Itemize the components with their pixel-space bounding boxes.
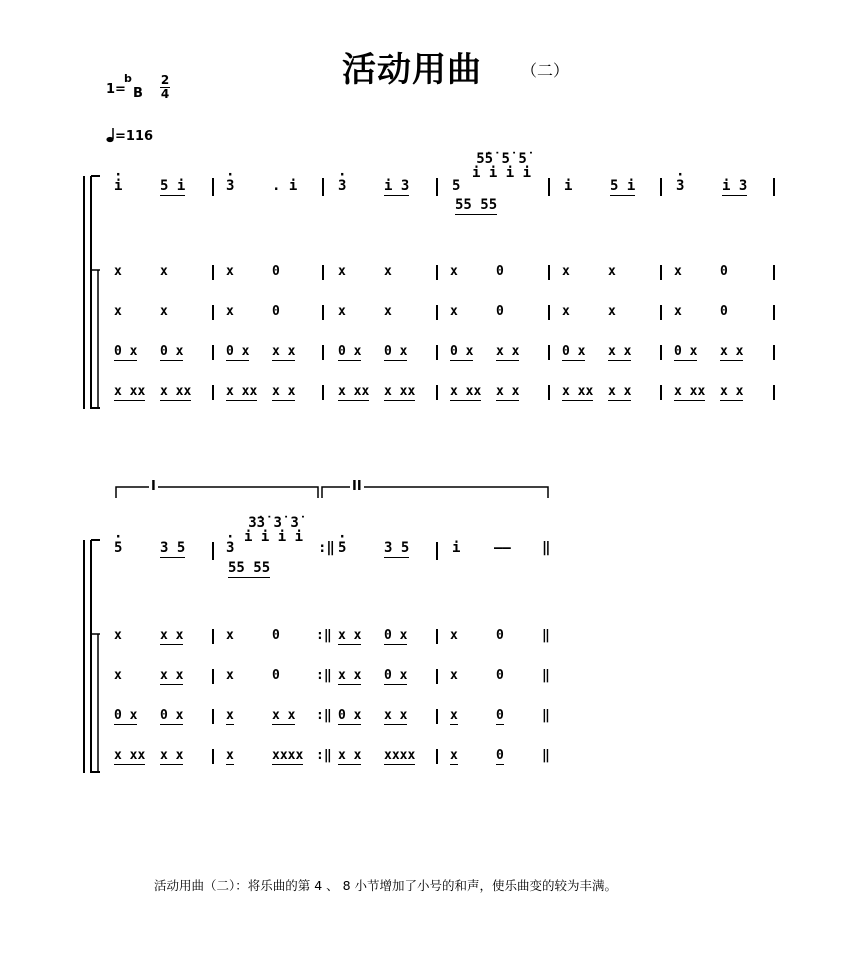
barline xyxy=(436,749,438,764)
percussion-cell: x xyxy=(450,708,458,723)
barline xyxy=(548,385,550,400)
melody-note: · 3 xyxy=(676,178,684,194)
percussion-cell: x xyxy=(114,264,122,279)
percussion-cell: x xyxy=(338,304,346,319)
barline xyxy=(660,265,662,280)
barline xyxy=(773,345,775,360)
percussion-cell: x x xyxy=(160,668,184,683)
barline xyxy=(773,178,775,196)
percussion-cell: x xyxy=(450,264,458,279)
barline xyxy=(212,265,214,280)
percussion-cell: x xyxy=(384,304,392,319)
percussion-cell: x xyxy=(226,668,234,683)
percussion-cell: x x xyxy=(272,708,296,723)
percussion-cell: x xyxy=(674,264,682,279)
percussion-cell: 0 x xyxy=(384,344,408,359)
percussion-cell: x x xyxy=(496,384,520,399)
percussion-cell: x x xyxy=(384,708,408,723)
barline xyxy=(212,629,214,644)
repeat-sign: :‖ xyxy=(316,628,332,643)
percussion-cell: 0 xyxy=(720,264,728,279)
percussion-cell: x xyxy=(226,708,234,723)
percussion-cell: x xyxy=(562,264,570,279)
percussion-cell: x xyxy=(450,304,458,319)
final-barline: ‖ xyxy=(542,628,550,643)
percussion-cell: x xyxy=(114,668,122,683)
melody-note: · 5 xyxy=(338,540,346,556)
percussion-cell: xxxx xyxy=(384,748,416,763)
percussion-cell: 0 xyxy=(720,304,728,319)
percussion-cell: x xyxy=(450,748,458,763)
barline xyxy=(773,385,775,400)
percussion-cell: x xx xyxy=(338,384,370,399)
percussion-cell: 0 x xyxy=(450,344,474,359)
barline xyxy=(436,178,438,196)
percussion-cell: x xx xyxy=(160,384,192,399)
key-flat: b xyxy=(124,72,132,85)
percussion-cell: x xyxy=(338,264,346,279)
percussion-cell: xxxx xyxy=(272,748,304,763)
volta-second-label: II xyxy=(352,479,362,494)
percussion-cell: x x xyxy=(160,628,184,643)
percussion-cell: x xyxy=(674,304,682,319)
sustain-dash: —— xyxy=(494,540,511,556)
percussion-cell: 0 xyxy=(496,708,504,723)
percussion-cell: x xx xyxy=(450,384,482,399)
percussion-cell: x x xyxy=(272,384,296,399)
melody-note: · i xyxy=(114,178,122,194)
percussion-cell: 0 xyxy=(272,304,280,319)
barline xyxy=(660,305,662,320)
percussion-cell: x xyxy=(562,304,570,319)
repeat-sign: :‖ xyxy=(316,748,332,763)
key-note: B xyxy=(133,86,143,101)
percussion-cell: x xyxy=(450,628,458,643)
percussion-cell: 0 x xyxy=(338,708,362,723)
percussion-cell: 0 xyxy=(272,628,280,643)
melody-note: · 3 xyxy=(226,540,234,556)
melody-note: 5 i xyxy=(610,178,636,194)
percussion-cell: 0 xyxy=(272,668,280,683)
percussion-cell: 0 x xyxy=(160,344,184,359)
percussion-cell: 0 x xyxy=(384,628,408,643)
percussion-cell: x xyxy=(384,264,392,279)
percussion-cell: x xyxy=(226,264,234,279)
melody-note: · 3 xyxy=(338,178,346,194)
time-top: 2 xyxy=(160,73,170,87)
barline xyxy=(548,178,550,196)
repeat-sign: :‖ xyxy=(316,668,332,683)
percussion-cell: x x xyxy=(338,748,362,763)
melody-note: 55 55 xyxy=(455,197,498,213)
melody-note: · 3 xyxy=(226,178,234,194)
barline xyxy=(436,709,438,724)
percussion-cell: x x xyxy=(338,668,362,683)
melody-note: i xyxy=(452,540,461,556)
percussion-cell: x xx xyxy=(114,748,146,763)
percussion-cell: 0 x xyxy=(114,708,138,723)
percussion-cell: x x xyxy=(720,384,744,399)
melody-note: 55 55 xyxy=(228,560,271,576)
barline xyxy=(212,709,214,724)
key-signature: 1= xyxy=(106,82,126,97)
barline xyxy=(436,385,438,400)
barline xyxy=(322,385,324,400)
percussion-cell: x xx xyxy=(562,384,594,399)
final-barline: ‖ xyxy=(542,668,550,683)
barline xyxy=(660,178,662,196)
chord-stack: 3̇3̇ 3̇ 3̇ i i i i xyxy=(244,515,304,545)
percussion-cell: x xyxy=(608,304,616,319)
barline xyxy=(548,265,550,280)
percussion-cell: x x xyxy=(608,384,632,399)
melody-note: i xyxy=(564,178,573,194)
percussion-cell: 0 xyxy=(496,668,504,683)
percussion-cell: 0 xyxy=(496,264,504,279)
barline xyxy=(322,178,324,196)
final-barline: ‖ xyxy=(542,708,550,723)
barline xyxy=(436,345,438,360)
repeat-sign: :‖ xyxy=(316,708,332,723)
percussion-cell: x x xyxy=(272,344,296,359)
melody-note: . i xyxy=(272,178,298,194)
barline xyxy=(548,345,550,360)
percussion-cell: x x xyxy=(338,628,362,643)
barline xyxy=(773,305,775,320)
melody-note: 5 xyxy=(452,178,461,194)
barline xyxy=(773,265,775,280)
percussion-cell: 0 xyxy=(496,748,504,763)
melody-note: 3 5 xyxy=(384,540,410,556)
volta-first-label: I xyxy=(151,479,156,494)
barline xyxy=(212,178,214,196)
barline xyxy=(660,345,662,360)
melody-note: 5 i xyxy=(160,178,186,194)
barline xyxy=(212,305,214,320)
percussion-cell: x xyxy=(608,264,616,279)
barline xyxy=(212,345,214,360)
barline xyxy=(660,385,662,400)
time-bottom: 4 xyxy=(160,87,170,101)
barline xyxy=(212,749,214,764)
percussion-cell: x xx xyxy=(226,384,258,399)
barline xyxy=(436,542,438,560)
melody-note: i 3 xyxy=(722,178,748,194)
percussion-cell: 0 xyxy=(496,628,504,643)
percussion-cell: x xyxy=(114,628,122,643)
percussion-cell: x xyxy=(450,668,458,683)
barline xyxy=(436,265,438,280)
percussion-cell: 0 xyxy=(272,264,280,279)
percussion-cell: x xyxy=(160,264,168,279)
percussion-cell: x xyxy=(114,304,122,319)
percussion-cell: x x xyxy=(160,748,184,763)
percussion-cell: 0 x xyxy=(338,344,362,359)
barline xyxy=(322,345,324,360)
percussion-cell: x xyxy=(226,748,234,763)
repeat-sign: :‖ xyxy=(318,540,335,556)
percussion-cell: x xyxy=(226,628,234,643)
percussion-cell: 0 x xyxy=(384,668,408,683)
final-barline: ‖ xyxy=(542,540,551,556)
barline xyxy=(436,305,438,320)
barline xyxy=(436,669,438,684)
barline xyxy=(436,629,438,644)
percussion-cell: x x xyxy=(720,344,744,359)
percussion-cell: 0 x xyxy=(160,708,184,723)
percussion-cell: x x xyxy=(608,344,632,359)
barline xyxy=(322,305,324,320)
percussion-cell: x xyxy=(226,304,234,319)
percussion-cell: x xx xyxy=(674,384,706,399)
barline xyxy=(322,265,324,280)
page-title: 活动用曲 xyxy=(342,50,482,90)
barline xyxy=(548,305,550,320)
percussion-cell: 0 x xyxy=(674,344,698,359)
melody-note: 3 5 xyxy=(160,540,186,556)
percussion-cell: 0 x xyxy=(562,344,586,359)
melody-note: i 3 xyxy=(384,178,410,194)
barline xyxy=(212,669,214,684)
percussion-cell: x xx xyxy=(114,384,146,399)
barline xyxy=(212,385,214,400)
percussion-cell: 0 x xyxy=(114,344,138,359)
tempo-value: =116 xyxy=(115,129,154,144)
percussion-cell: 0 x xyxy=(226,344,250,359)
percussion-cell: x xyxy=(160,304,168,319)
percussion-cell: 0 xyxy=(496,304,504,319)
percussion-cell: x x xyxy=(496,344,520,359)
final-barline: ‖ xyxy=(542,748,550,763)
melody-note: · 5 xyxy=(114,540,122,556)
chord-stack: 5̇5̇ 5̇ 5̇ i i i i xyxy=(472,151,532,181)
percussion-cell: x xx xyxy=(384,384,416,399)
caption: 活动用曲（二）：将乐曲的第 4 、 8 小节增加了小号的和声，使乐曲变的较为丰满。 xyxy=(154,878,618,893)
page-subtitle: （二） xyxy=(521,61,570,80)
barline xyxy=(212,542,214,560)
